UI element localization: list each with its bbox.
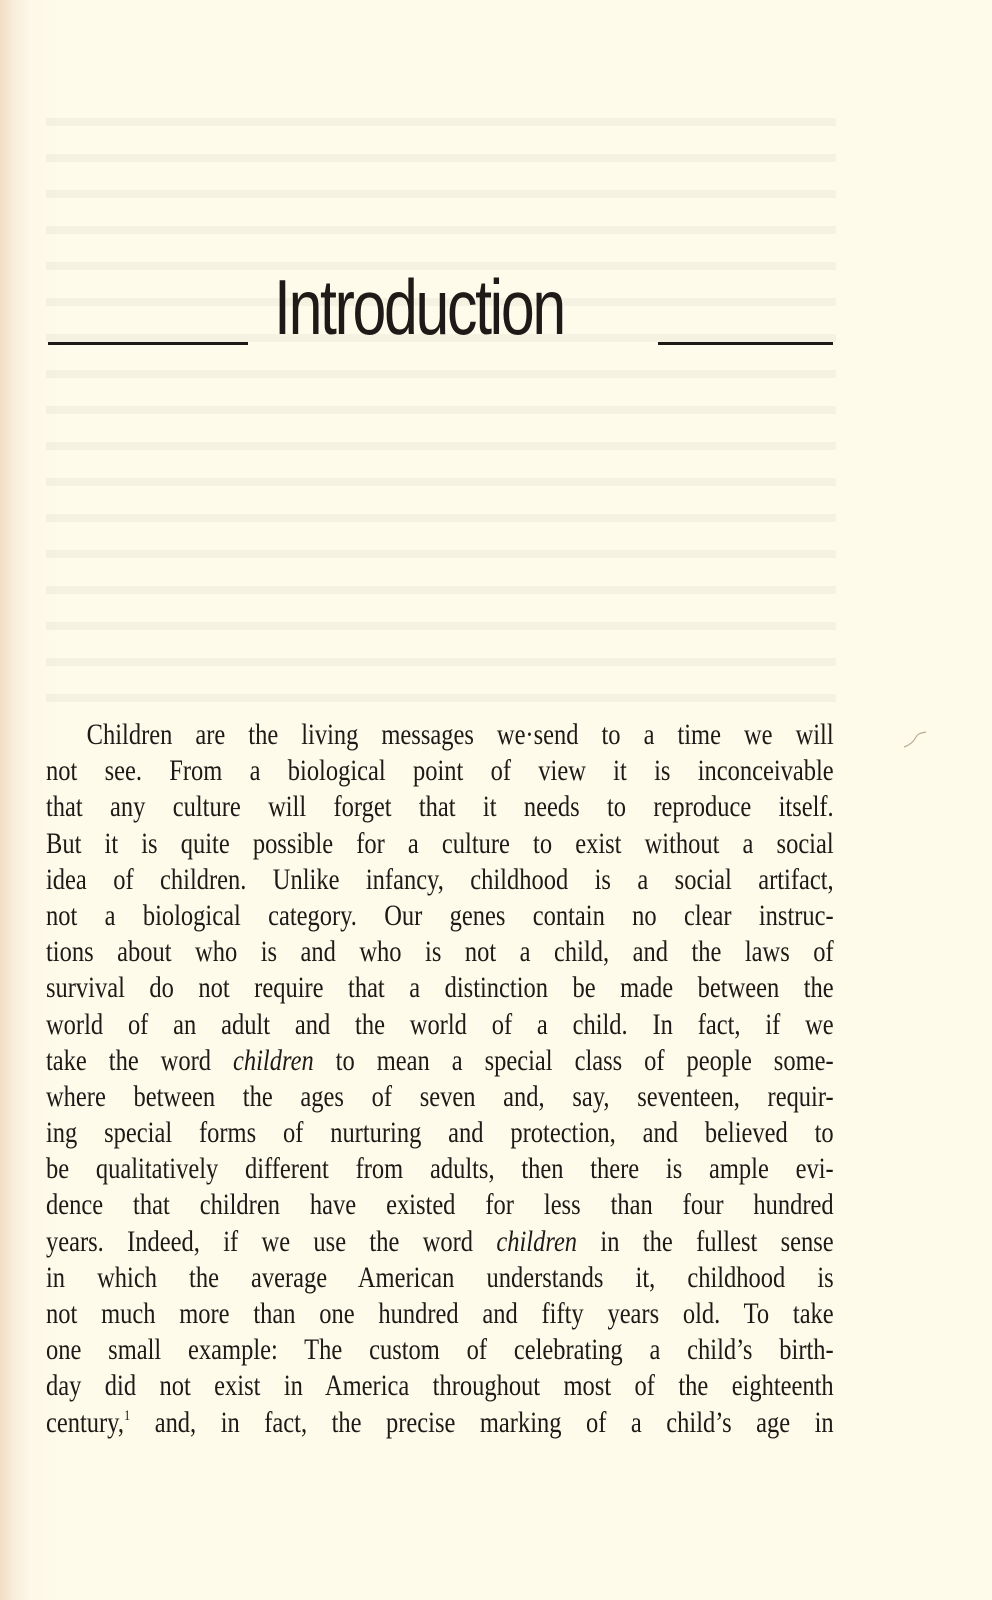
text-line: day did not exist in America throughout most of the eighteenth [46, 1370, 834, 1403]
text-segment: to mean a special class of people some- [313, 1044, 834, 1077]
text-line [46, 1224, 834, 1260]
chapter-heading [46, 250, 836, 360]
text-line: one small example: The custom of celebrating a child’s birth- [46, 1334, 834, 1367]
italic-word: children [232, 1044, 314, 1077]
heading-rule-right [658, 342, 833, 345]
text-line [46, 1043, 834, 1079]
text-segment: century, [46, 1406, 124, 1439]
text-line: ing special forms of nurturing and protection, and believed to [46, 1117, 834, 1150]
text-line: idea of children. Unlike infancy, childhood is a social artifact, [46, 863, 834, 896]
text-line: in which the average American understands it, childhood is [46, 1261, 834, 1294]
text-segment: take the word [46, 1044, 233, 1077]
text-line: tions about who is and who is not a child, and the laws of [46, 936, 834, 969]
text-line: dence that children have existed for less than four hundred [46, 1189, 834, 1222]
text-line: not much more than one hundred and fifty years old. To take [46, 1298, 834, 1330]
pencil-mark-icon [900, 727, 932, 751]
show-through-text [46, 96, 836, 716]
footnote-marker[interactable]: 1 [123, 1407, 131, 1424]
text-line: where between the ages of seven and, say, seventeen, requir- [46, 1080, 834, 1113]
text-line: that any culture will forget that it needs to reproduce itself. [46, 791, 834, 824]
text-line: Children are the living messages we·send to a time we will [86, 719, 834, 751]
text-line: But it is quite possible for a culture to exist without a social [46, 827, 834, 860]
text-segment: years. Indeed, if we use the word [46, 1225, 497, 1258]
text-line: be qualitatively different from adults, then there is ample evi- [46, 1153, 834, 1186]
text-line: world of an adult and the world of a child. In fact, if we [46, 1008, 834, 1041]
chapter-title: Introduction [274, 263, 564, 351]
italic-word: children [496, 1225, 578, 1258]
body-paragraph [46, 717, 834, 1441]
text-line: not a biological category. Our genes contain no clear instruc- [46, 899, 834, 932]
text-segment: and, in fact, the precise marking of a child’s age in [130, 1406, 834, 1439]
text-line [46, 1405, 834, 1441]
text-segment: in the fullest sense [577, 1225, 834, 1258]
text-line: not see. From a biological point of view it is inconceivable [46, 755, 834, 788]
text-line: survival do not require that a distinction be made between the [46, 972, 834, 1005]
heading-rule-left [48, 342, 248, 345]
